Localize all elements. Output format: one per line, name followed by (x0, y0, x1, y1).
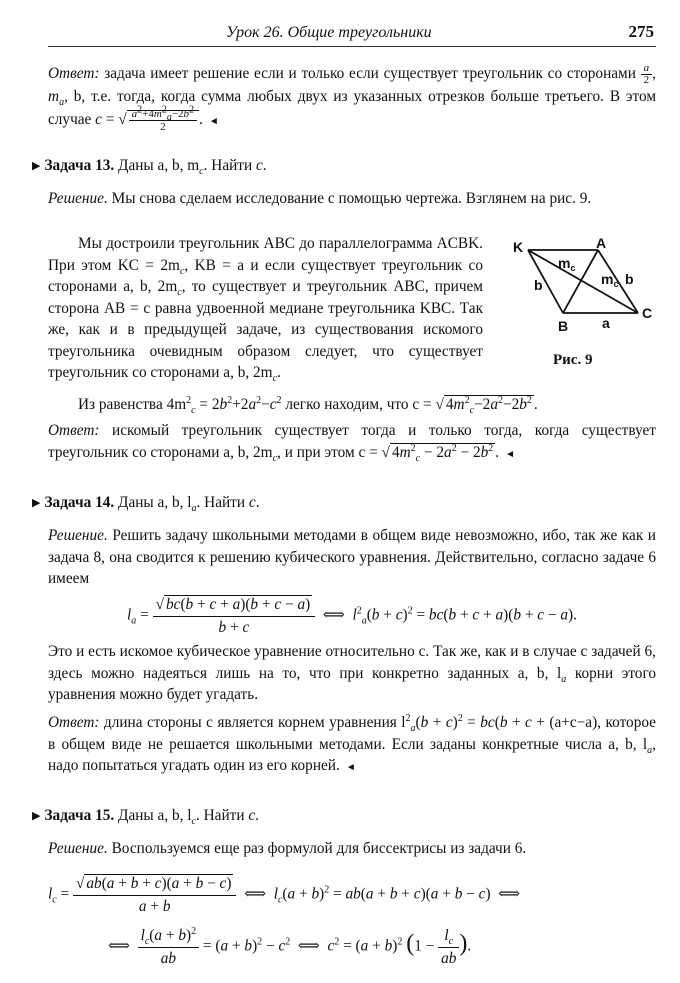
fig-label-side-b-right: b (625, 271, 634, 287)
task-13-paragraph: Мы достроили треугольник ABC до параллелограмма ACBK. При этом KC = $2m_c$, KB = a и если существует треугольник со сторонами a, b, $2m_c$, то существует и треугольник ABC, причем сторона AB = c равна удвоенной медиане треугольника KBC. Так же, как и в предыдущей задаче, из существования искомого треугольника очевидным образом следует, что существует треугольник со сторонами a, b, $2m_c$. (48, 235, 483, 385)
fig-label-c: C (642, 305, 653, 321)
task-14-formula: $l_a$ = $\frac{√ bc(b + c + a)(b + c - a)}{b + c}$ ⟺ $l^2_a(b + c)^2 = bc(b + c + a)(b + c - a)$. (127, 596, 577, 636)
task-13-heading: ▶ Задача 13. Даны a, b, $m_c$. Найти c. (32, 157, 267, 178)
fig-label-k: K (513, 239, 524, 255)
fig-label-side-b-left: b (534, 277, 543, 293)
fig-label-mc-top: $m_c$ (558, 255, 576, 273)
figure-9-caption: Рис. 9 (553, 352, 593, 368)
answer-label: Ответ: (48, 65, 100, 83)
task-15-formula-1: $l_c$ = $\frac{√ ab(a + b + c)(a + b - c)}{a + b}$ ⟺ $l_c(a + b)^2 = ab(a + b + c)(a + b - c)$ ⟺ (48, 875, 521, 915)
header-title: Урок 26. Общие треугольники (226, 24, 432, 41)
task-15-solution: Решение. Воспользуемся еще раз формулой для биссектрисы из задачи 6. (48, 840, 527, 857)
figure-9-parallelogram (508, 238, 658, 368)
task-15-heading: ▶ Задача 15. Даны a, b, $l_c$. Найти c. (32, 807, 259, 828)
task-13-equality: Из равенства $4m^2_c = 2b^2+2a^2-c^2$ легко находим, что c = √ $4m^2_c-2a^2-2b^2$ . (78, 394, 538, 417)
task-15-formula-2: ⟺ $\frac{l_c(a + b)^2}{ab}$ = $(a + b)^2 - c^2$ ⟺ $c^2 = (a + b)^2$ (1 − $\frac{l_c}{ab}$ ). (108, 925, 472, 967)
fig-label-side-a: a (602, 315, 610, 331)
fig-label-a: A (596, 238, 607, 251)
running-header (48, 22, 656, 47)
task-14-heading: ▶ Задача 14. Даны a, b, $l_a$. Найти c. (32, 494, 260, 515)
task-13-answer: Ответ: искомый треугольник существует тогда и только тогда, когда существует треугольник со сторонами a, b, $2m_c$, и при этом c = √ $4m^2_c - 2a^2 - 2b^2$ . ◄ (48, 422, 656, 464)
answer-paragraph-1: Ответ: задача имеет решение если и только если существует треугольник со сторонами $\frac{a}{2}$ , $m_a$, b, т.е. тогда, когда сумма любых двух из указанных отрезков больше третьего. В этом случае c = √ $\frac{a^2+4m^2_a-2b^2}{2}$ . ◄ (48, 62, 656, 133)
page-number: 275 (628, 22, 654, 41)
task-13-solution-intro: Решение. Мы снова сделаем исследование с помощью чертежа. Взглянем на рис. 9. (48, 190, 592, 207)
task-14-explanation: Это и есть искомое кубическое уравнение относительно c. Так же, как и в случае с задачей 6, здесь можно надеяться лишь на то, что при конкретно заданных a, b, $l_a$ корни этого уравнения можно будет угадать. (48, 643, 656, 703)
task-14-answer: Ответ: длина стороны c является корнем уравнения $l^2_a(b + c)^2 = bc(b + c + (a+c-a)$, которое в общем виде не решается школьными методами. Если заданы конкретные числа a, b, $l_a$, надо попытаться угадать один из его корней. ◄ (48, 712, 656, 774)
fig-label-b: B (558, 318, 569, 334)
task-14-solution: Решение. Решить задачу школьными методами в общем виде невозможно, ибо, так же как и задача 8, она сводится к решению кубического уравнения. Действительно, согласно задаче 6 имеем (48, 527, 656, 587)
fig-label-mc-right: $m_c$ (601, 271, 619, 289)
